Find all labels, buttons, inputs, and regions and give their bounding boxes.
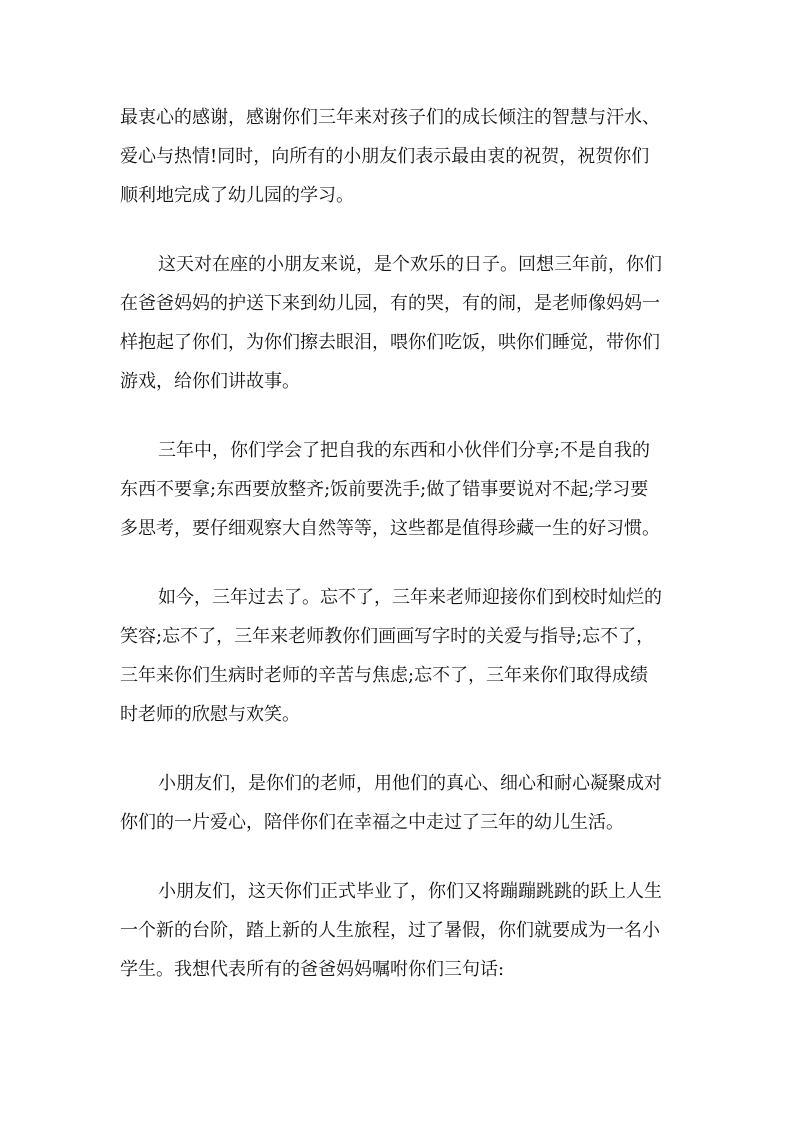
text-line: 多思考，要仔细观察大自然等等，这些都是值得珍藏一生的好习惯。 [120, 518, 660, 539]
paragraph-1 [120, 98, 690, 215]
text-line: 笑容;忘不了，三年来老师教你们画画写字时的关爱与指导;忘不了， [120, 626, 655, 647]
text-line: 一个新的台阶，踏上新的人生旅程，过了暑假，你们就要成为一名小 [120, 920, 660, 941]
text-line: 最衷心的感谢，感谢你们三年来对孩子们的成长倾注的智慧与汗水、 [120, 107, 660, 128]
text-line: 小朋友们，这天你们正式毕业了，你们又将蹦蹦跳跳的跃上人生 [158, 881, 662, 902]
paragraph-4 [120, 578, 690, 734]
text-line: 时老师的欣慰与欢笑。 [120, 704, 300, 725]
text-line: 顺利地完成了幼儿园的学习。 [120, 185, 354, 206]
text-line: 三年中，你们学会了把自我的东西和小伙伴们分享;不是自我的 [158, 440, 651, 461]
text-line: 东西不要拿;东西要放整齐;饭前要洗手;做了错事要说对不起;学习要 [120, 479, 649, 500]
text-line: 三年来你们生病时老师的辛苦与焦虑;忘不了，三年来你们取得成绩 [120, 665, 649, 686]
paragraph-2 [120, 245, 690, 401]
paragraph-5 [120, 764, 690, 842]
paragraph-3 [120, 431, 690, 548]
text-line: 小朋友们，是你们的老师，用他们的真心、细心和耐心凝聚成对 [158, 773, 662, 794]
text-line: 这天对在座的小朋友来说，是个欢乐的日子。回想三年前，你们 [158, 254, 662, 275]
document-body [120, 98, 690, 1019]
text-line: 样抱起了你们，为你们擦去眼泪，喂你们吃饭，哄你们睡觉，带你们 [120, 332, 660, 353]
text-line: 你们的一片爱心，陪伴你们在幸福之中走过了三年的幼儿生活。 [120, 812, 624, 833]
text-line: 如今，三年过去了。忘不了，三年来老师迎接你们到校时灿烂的 [158, 587, 662, 608]
text-line: 游戏，给你们讲故事。 [120, 371, 300, 392]
text-line: 学生。我想代表所有的爸爸妈妈嘱咐你们三句话: [120, 959, 505, 980]
text-line: 在爸爸妈妈的护送下来到幼儿园，有的哭，有的闹，是老师像妈妈一 [120, 293, 660, 314]
paragraph-6 [120, 872, 690, 989]
text-line: 爱心与热情!同时，向所有的小朋友们表示最由衷的祝贺，祝贺你们 [120, 146, 650, 167]
